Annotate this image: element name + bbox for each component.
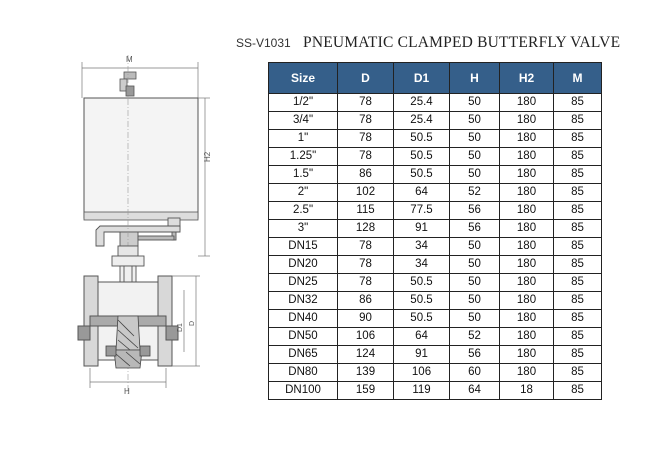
cell-d1: 77.5 xyxy=(394,202,450,220)
cell-d1: 50.5 xyxy=(394,166,450,184)
column-header-h2: H2 xyxy=(500,63,554,94)
cell-d: 78 xyxy=(338,130,394,148)
cell-size: DN65 xyxy=(269,346,338,364)
cell-d1: 50.5 xyxy=(394,310,450,328)
table-header-row xyxy=(269,63,602,94)
cell-m: 85 xyxy=(554,184,602,202)
cell-d: 124 xyxy=(338,346,394,364)
cell-h: 50 xyxy=(450,94,500,112)
dimension-label-h2: H2 xyxy=(203,151,212,162)
cell-size: 1" xyxy=(269,130,338,148)
column-header-m: M xyxy=(554,63,602,94)
cell-h2: 180 xyxy=(500,184,554,202)
specification-table xyxy=(268,62,602,400)
cell-m: 85 xyxy=(554,130,602,148)
table-row xyxy=(269,256,602,274)
table-row xyxy=(269,94,602,112)
cell-size: 1/2" xyxy=(269,94,338,112)
cell-d: 102 xyxy=(338,184,394,202)
column-header-d: D xyxy=(338,63,394,94)
cell-d1: 34 xyxy=(394,238,450,256)
cell-h: 50 xyxy=(450,310,500,328)
cell-d: 78 xyxy=(338,112,394,130)
cell-d: 78 xyxy=(338,274,394,292)
cell-size: 1.5" xyxy=(269,166,338,184)
cell-size: DN32 xyxy=(269,292,338,310)
cell-h2: 180 xyxy=(500,310,554,328)
model-number: SS-V1031 xyxy=(236,36,291,50)
actuator-body xyxy=(84,98,198,218)
table-row xyxy=(269,220,602,238)
cell-h2: 180 xyxy=(500,148,554,166)
cell-m: 85 xyxy=(554,364,602,382)
cell-h: 50 xyxy=(450,166,500,184)
cell-size: 2.5" xyxy=(269,202,338,220)
cell-size: DN25 xyxy=(269,274,338,292)
dimension-label-m: M xyxy=(126,55,133,64)
cell-m: 85 xyxy=(554,94,602,112)
column-header-size: Size xyxy=(269,63,338,94)
cell-h: 56 xyxy=(450,346,500,364)
cell-d1: 25.4 xyxy=(394,94,450,112)
cell-d1: 50.5 xyxy=(394,274,450,292)
cell-h: 50 xyxy=(450,292,500,310)
dimension-label-d1: D1 xyxy=(177,323,184,332)
table-row xyxy=(269,148,602,166)
dimension-label-d: D xyxy=(189,320,196,326)
cell-d: 78 xyxy=(338,148,394,166)
cell-d1: 106 xyxy=(394,364,450,382)
cell-size: 1.25" xyxy=(269,148,338,166)
cell-size: 3" xyxy=(269,220,338,238)
cell-d: 78 xyxy=(338,256,394,274)
cell-h: 52 xyxy=(450,328,500,346)
cell-h2: 180 xyxy=(500,274,554,292)
valve-technical-drawing xyxy=(60,50,250,400)
cell-m: 85 xyxy=(554,202,602,220)
cell-size: DN40 xyxy=(269,310,338,328)
table-row xyxy=(269,382,602,400)
cell-h2: 180 xyxy=(500,166,554,184)
dimension-m xyxy=(82,62,198,98)
cell-h2: 18 xyxy=(500,382,554,400)
table-row xyxy=(269,346,602,364)
cell-h2: 180 xyxy=(500,94,554,112)
cell-m: 85 xyxy=(554,292,602,310)
cell-d: 78 xyxy=(338,94,394,112)
table-row xyxy=(269,364,602,382)
cell-d1: 50.5 xyxy=(394,130,450,148)
dimension-h2 xyxy=(198,98,210,256)
cell-m: 85 xyxy=(554,112,602,130)
cell-h: 50 xyxy=(450,274,500,292)
cell-d1: 91 xyxy=(394,220,450,238)
cell-d: 128 xyxy=(338,220,394,238)
cell-h2: 180 xyxy=(500,112,554,130)
table-row xyxy=(269,238,602,256)
cell-m: 85 xyxy=(554,274,602,292)
cell-h: 60 xyxy=(450,364,500,382)
cell-m: 85 xyxy=(554,148,602,166)
cell-h: 50 xyxy=(450,238,500,256)
cell-d1: 91 xyxy=(394,346,450,364)
cell-h: 56 xyxy=(450,202,500,220)
table-row xyxy=(269,274,602,292)
mounting-bracket xyxy=(96,218,180,246)
table-row xyxy=(269,130,602,148)
cell-d: 115 xyxy=(338,202,394,220)
cell-d1: 25.4 xyxy=(394,112,450,130)
cell-h2: 180 xyxy=(500,130,554,148)
cell-h2: 180 xyxy=(500,220,554,238)
cell-h: 50 xyxy=(450,148,500,166)
table-row xyxy=(269,328,602,346)
cell-h: 64 xyxy=(450,382,500,400)
cell-h: 56 xyxy=(450,220,500,238)
cell-d1: 119 xyxy=(394,382,450,400)
cell-h2: 180 xyxy=(500,328,554,346)
cell-m: 85 xyxy=(554,220,602,238)
cell-h: 50 xyxy=(450,256,500,274)
cell-d: 106 xyxy=(338,328,394,346)
dimension-label-h: H xyxy=(124,387,130,396)
cell-h2: 180 xyxy=(500,256,554,274)
cell-m: 85 xyxy=(554,328,602,346)
cell-d: 86 xyxy=(338,292,394,310)
cell-h2: 180 xyxy=(500,364,554,382)
table-row xyxy=(269,202,602,220)
cell-m: 85 xyxy=(554,310,602,328)
cell-size: DN50 xyxy=(269,328,338,346)
cell-d1: 64 xyxy=(394,328,450,346)
cell-h: 50 xyxy=(450,130,500,148)
cell-size: DN20 xyxy=(269,256,338,274)
cell-size: 3/4" xyxy=(269,112,338,130)
column-header-d1: D1 xyxy=(394,63,450,94)
cell-size: DN15 xyxy=(269,238,338,256)
table-row xyxy=(269,292,602,310)
table-body xyxy=(269,94,602,400)
cell-d1: 50.5 xyxy=(394,148,450,166)
cell-m: 85 xyxy=(554,382,602,400)
cell-h2: 180 xyxy=(500,202,554,220)
cell-m: 85 xyxy=(554,238,602,256)
cell-d1: 34 xyxy=(394,256,450,274)
table-row xyxy=(269,184,602,202)
cell-d: 139 xyxy=(338,364,394,382)
cell-d: 90 xyxy=(338,310,394,328)
cell-h: 50 xyxy=(450,112,500,130)
page-title: PNEUMATIC CLAMPED BUTTERFLY VALVE xyxy=(303,34,621,51)
cell-h: 52 xyxy=(450,184,500,202)
cell-d: 159 xyxy=(338,382,394,400)
cell-size: DN100 xyxy=(269,382,338,400)
cell-d1: 64 xyxy=(394,184,450,202)
column-header-h: H xyxy=(450,63,500,94)
cell-d1: 50.5 xyxy=(394,292,450,310)
cell-m: 85 xyxy=(554,346,602,364)
cell-h2: 180 xyxy=(500,238,554,256)
cell-m: 85 xyxy=(554,256,602,274)
table-row xyxy=(269,112,602,130)
cell-size: 2" xyxy=(269,184,338,202)
table-row xyxy=(269,310,602,328)
cell-d: 86 xyxy=(338,166,394,184)
cell-size: DN80 xyxy=(269,364,338,382)
cell-h2: 180 xyxy=(500,346,554,364)
cell-d: 78 xyxy=(338,238,394,256)
cell-m: 85 xyxy=(554,166,602,184)
cell-h2: 180 xyxy=(500,292,554,310)
actuator-end-cap xyxy=(84,212,198,220)
table-row xyxy=(269,166,602,184)
